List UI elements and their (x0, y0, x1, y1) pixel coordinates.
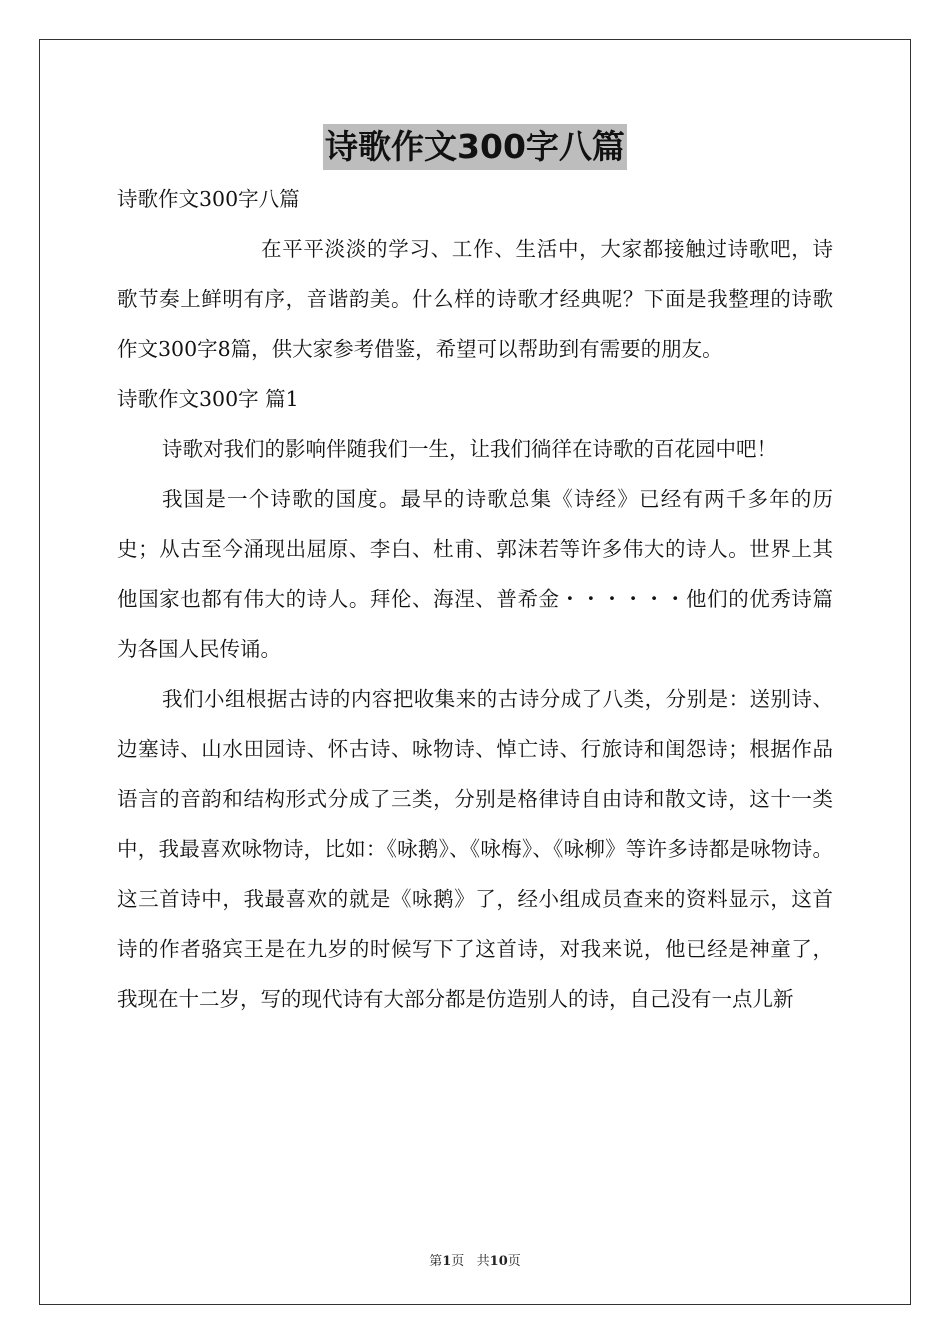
document-title: 诗歌作文300字八篇 (323, 124, 627, 170)
title-container (0, 124, 950, 170)
page-footer (0, 1250, 950, 1269)
footer-suffix: 页 (507, 1254, 521, 1269)
body-paragraph: 我国是一个诗歌的国度。最早的诗歌总集《诗经》已经有两千多年的历史；从古至今涌现出屈原、李白、杜甫、郭沫若等许多伟大的诗人。世界上其他国家也都有伟大的诗人。拜伦、海涅、普希金・・・・・・他们的优秀诗篇为各国人民传诵。 (117, 487, 833, 661)
document-subtitle: 诗歌作文300字八篇 (117, 187, 300, 211)
document-body (117, 174, 833, 1024)
body-paragraph: 我们小组根据古诗的内容把收集来的古诗分成了八类，分别是：送别诗、边塞诗、山水田园诗、怀古诗、咏物诗、悼亡诗、行旅诗和闺怨诗；根据作品语言的音韵和结构形式分成了三类，分别是格律诗自由诗和散文诗，这十一类中，我最喜欢咏物诗，比如：《咏鹅》、《咏梅》、《咏柳》等许多诗都是咏物诗。这三首诗中，我最喜欢的就是《咏鹅》了，经小组成员查来的资料显示，这首诗的作者骆宾王是在九岁的时候写下了这首诗，对我来说，他已经是神童了，我现在十二岁，写的现代诗有大部分都是仿造别人的诗，自己没有一点儿新 (117, 687, 833, 1011)
footer-middle: 页 共 (451, 1254, 490, 1269)
footer-prefix: 第 (429, 1254, 443, 1269)
footer-page-number: 1 (442, 1254, 452, 1269)
footer-total-pages: 10 (489, 1254, 508, 1269)
body-paragraph: 诗歌对我们的影响伴随我们一生，让我们徜徉在诗歌的百花园中吧！ (162, 437, 777, 461)
intro-paragraph: 在平平淡淡的学习、工作、生活中，大家都接触过诗歌吧，诗歌节奏上鲜明有序，音谐韵美。什么样的诗歌才经典呢？下面是我整理的诗歌作文300字8篇，供大家参考借鉴，希望可以帮助到有需要的朋友。 (117, 237, 833, 361)
section-heading: 诗歌作文300字 篇1 (117, 387, 299, 411)
